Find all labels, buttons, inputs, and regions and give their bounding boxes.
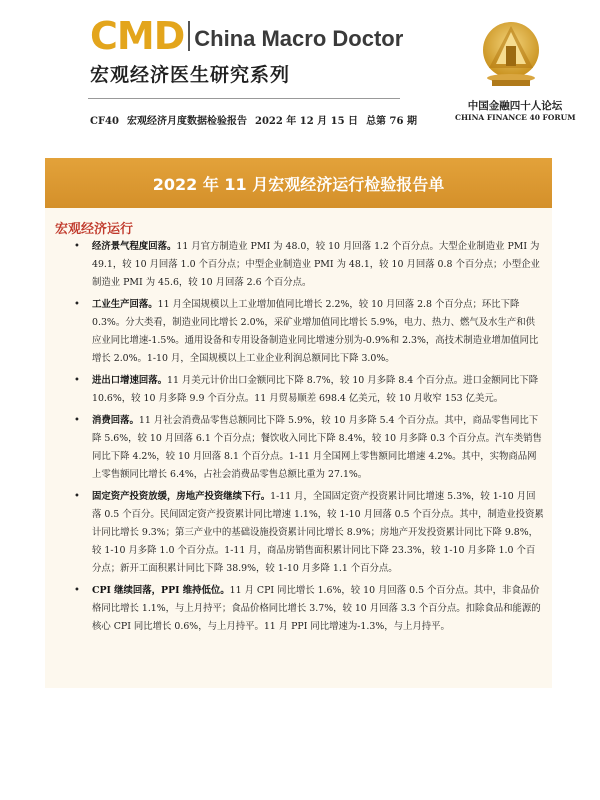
logo-divider [188,21,190,51]
bullet-icon: • [74,585,80,596]
item-lead: 经济景气程度回落。 [92,241,177,252]
report-title-banner: 2022 年 11 月宏观经济运行检验报告单 [45,158,552,208]
list-item [45,372,552,408]
series-name: 宏观经济医生研究系列 [90,64,291,86]
item-text: 11 月美元计价出口金额同比下降 8.7%，较 10 月多降 8.4 个百分点。进口金额同比下降 10.6%，较 10 月多降 9.9 个百分点。11 月贸易顺差 698.4 亿美元，较 10 月收窄 153 亿美元。 [92,375,539,404]
list-item [45,488,552,578]
header-divider [88,98,400,99]
cmd-logo [90,14,404,87]
report-header [0,0,600,130]
bullet-icon: • [74,299,80,310]
item-lead: 固定资产投资放缓，房地产投资继续下行。 [92,491,271,502]
logo-english-name: China Macro Doctor [194,26,404,51]
forum-name-cn: 中国金融四十人论坛 [467,100,563,112]
bullet-icon: • [74,415,80,426]
list-item [45,238,552,292]
list-item [45,582,552,636]
report-info [90,112,425,127]
item-lead: 进出口增速回落。 [92,375,168,386]
section-title: 宏观经济运行 [55,222,134,237]
item-lead: CPI 继续回落，PPI 维持低位。 [92,585,230,596]
forum-name-en: CHINA FINANCE 40 FORUM [455,113,576,122]
item-text: 11 月社会消费品零售总额同比下降 5.9%，较 10 月多降 5.4 个百分点。其中，商品零售同比下降 5.6%，较 10 月回落 6.1 个百分点；餐饮收入同比下降 8.4%，较 10 月多降 0.3 个百分点。汽车类销售同比下降 4.2%，较 10 月回落 8.1 个百分点。1-11 月全国网上零售额同比增速 4.2%。其中，实物商品网上零售额同比增长 6.4%，占社会消费品零售总额比重为 27.1%。 [92,415,542,480]
logo-cmd-text: CMD [90,14,185,58]
issue-number: 总第 76 期 [366,116,417,127]
report-name: 宏观经济月度数据检验报告 [126,116,247,127]
report-date: 2022 年 12 月 15 日 [254,116,359,127]
report-code: CF40 [90,116,119,127]
item-lead: 工业生产回落。 [92,299,158,310]
item-text: 1-11 月，全国固定资产投资累计同比增速 5.3%，较 1-10 月回落 0.5 个百分。民间固定资产投资累计同比增速 1.1%，较 1-10 月回落 0.5 个百分点。其中，制造业投资累计同比增长 9.3%；第三产业中的基础设施投资累计同比增长 8.9%；房地产开发投资累计同比下降 9.8%，较 1-10 月多降 1.0 个百分点。1-11 月，商品房销售面积累计同比下降 23.3%，较 1-10 月多降 1.0 个百分点；新开工面积累计同比下降 38.9%，较 1-10 月多降 1.1 个百分点。 [92,491,544,574]
item-text: 11 月官方制造业 PMI 为 48.0，较 10 月回落 1.2 个百分点。大型企业制造业 PMI 为 49.1，较 10 月回落 1.0 个百分点；中型企业制造业 PMI 为 48.1，较 10 月回落 0.8 个百分点；小型企业制造业 PMI 为 45.6，较 10 月回落 2.6 个百分点。 [92,241,540,288]
item-text: 11 月 CPI 同比增长 1.6%，较 10 月回落 0.5 个百分点。其中，非食品价格同比增长 1.1%，与上月持平；食品价格同比增长 3.7%，较 10 月回落 3.3 个百分点。扣除食品和能源的核心 CPI 同比增长 0.6%，与上月持平。11 月 PPI 同比增速为-1.3%，与上月持平。 [92,585,541,632]
report-card [45,158,552,688]
list-item [45,296,552,368]
bullet-icon: • [74,241,80,252]
item-text: 11 月全国规模以上工业增加值同比增长 2.2%，较 10 月回落 2.8 个百分点；环比下降 0.3%。分大类看，制造业同比增长 2.0%，采矿业增加值同比增长 5.9%，电力、热力、燃气及水生产和供应业同比增速-1.5%。通用设备和专用设备制造业同比增速分别为-0.9%和 2.3%，高技术制造业增加值同比增长 2.0%。1-10 月，全国规模以上工业企业利润总额同比下降 3.0%。 [92,299,539,364]
bullet-icon: • [74,375,80,386]
bullet-icon: • [74,491,80,502]
list-item [45,412,552,484]
indicator-list [45,238,552,636]
forum-logo-icon [478,20,544,90]
item-lead: 消费回落。 [92,415,139,426]
